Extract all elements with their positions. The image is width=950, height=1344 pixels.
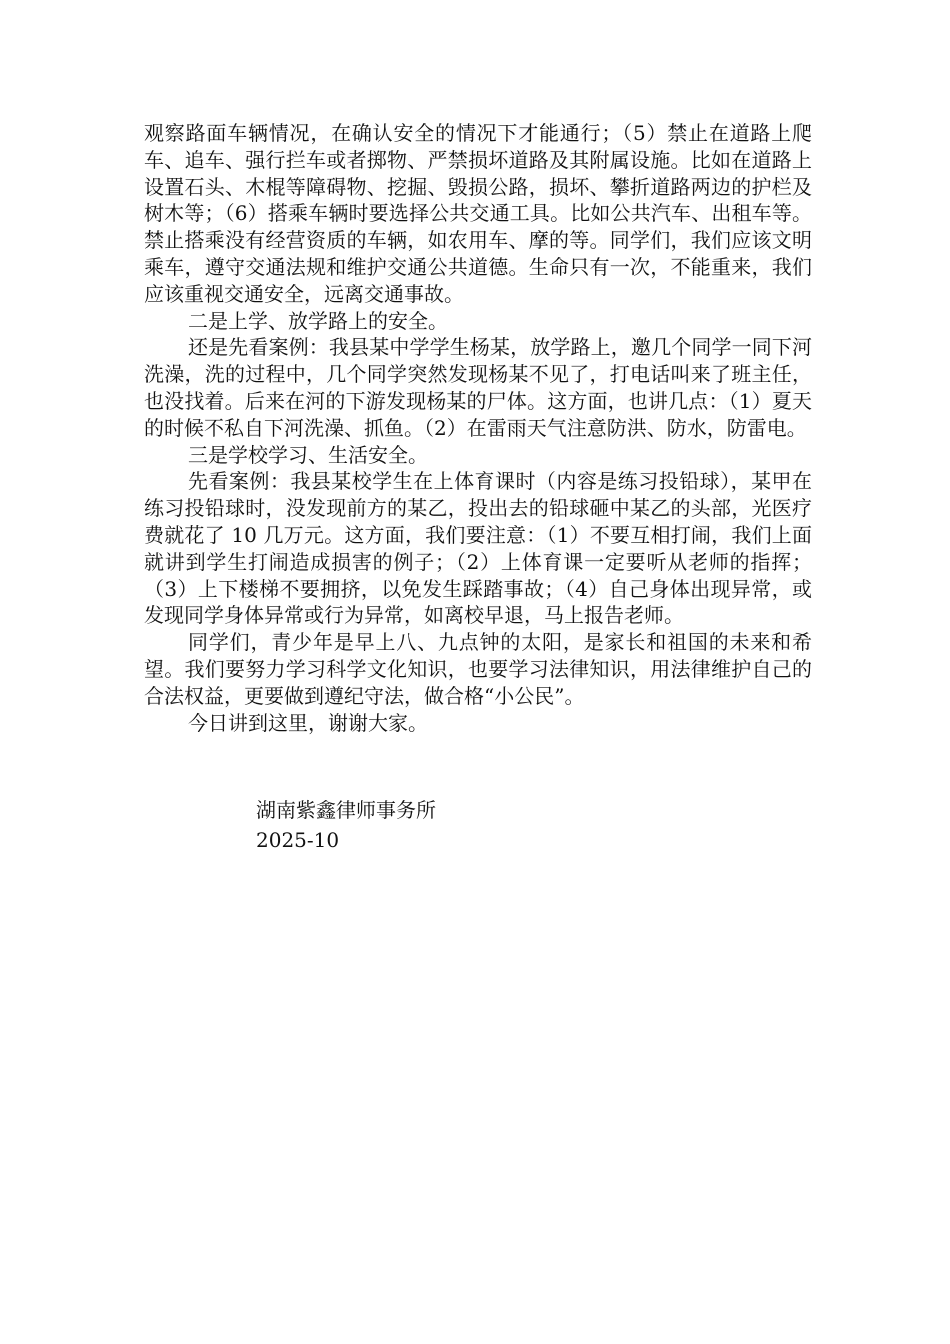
heading-commute-safety: 二是上学、放学路上的安全。 (188, 308, 448, 333)
heading-school-safety: 三是学校学习、生活安全。 (188, 442, 428, 467)
paragraph-closing-appeal: 同学们，青少年是早上八、九点钟的太阳，是家长和祖国的未来和希望。我们要努力学习科学文化知识，也要学习法律知识，用法律维护自己的合法权益，更要做到遵纪守法，做合格“小公民”。 (144, 630, 812, 708)
signature-block (256, 795, 436, 855)
document-body (144, 120, 812, 736)
paragraph-thanks: 今日讲到这里，谢谢大家。 (188, 710, 428, 735)
paragraph-school-case: 先看案例：我县某校学生在上体育课时（内容是练习投铅球），某甲在练习投铅球时，没发现前方的某乙，投出去的铅球砸中某乙的头部，光医疗费就花了 10 几万元。这方面，我们要注意：（1）不要互相打闹，我们上面就讲到学生打闹造成损害的例子；（2）上体育课一定要听从老师的指挥；（3）上下楼梯不要拥挤，以免发生踩踏事故；（4）自己身体出现异常，或发现同学身体异常或行为异常，如离校早退，马上报告老师。 (144, 469, 812, 628)
signature-organization: 湖南紫鑫律师事务所 (256, 798, 436, 822)
paragraph-commute-case: 还是先看案例：我县某中学学生杨某，放学路上，邀几个同学一同下河洗澡，洗的过程中，几个同学突然发现杨某不见了，打电话叫来了班主任，也没找着。后来在河的下游发现杨某的尸体。这方面，也讲几点：（1）夏天的时候不私自下河洗澡、抓鱼。（2）在雷雨天气注意防洪、防水，防雷电。 (144, 335, 812, 440)
paragraph-traffic-rules: 观察路面车辆情况，在确认安全的情况下才能通行；（5）禁止在道路上爬车、追车、强行拦车或者掷物、严禁损坏道路及其附属设施。比如在道路上设置石头、木棍等障碍物、挖掘、毁损公路，损坏、攀折道路两边的护栏及树木等；（6）搭乘车辆时要选择公共交通工具。比如公共汽车、出租车等。禁止搭乘没有经营资质的车辆，如农用车、摩的等。同学们，我们应该文明乘车，遵守交通法规和维护交通公共道德。生命只有一次，不能重来，我们应该重视交通安全，远离交通事故。 (144, 121, 812, 306)
signature-date: 2025-10 (256, 828, 340, 852)
